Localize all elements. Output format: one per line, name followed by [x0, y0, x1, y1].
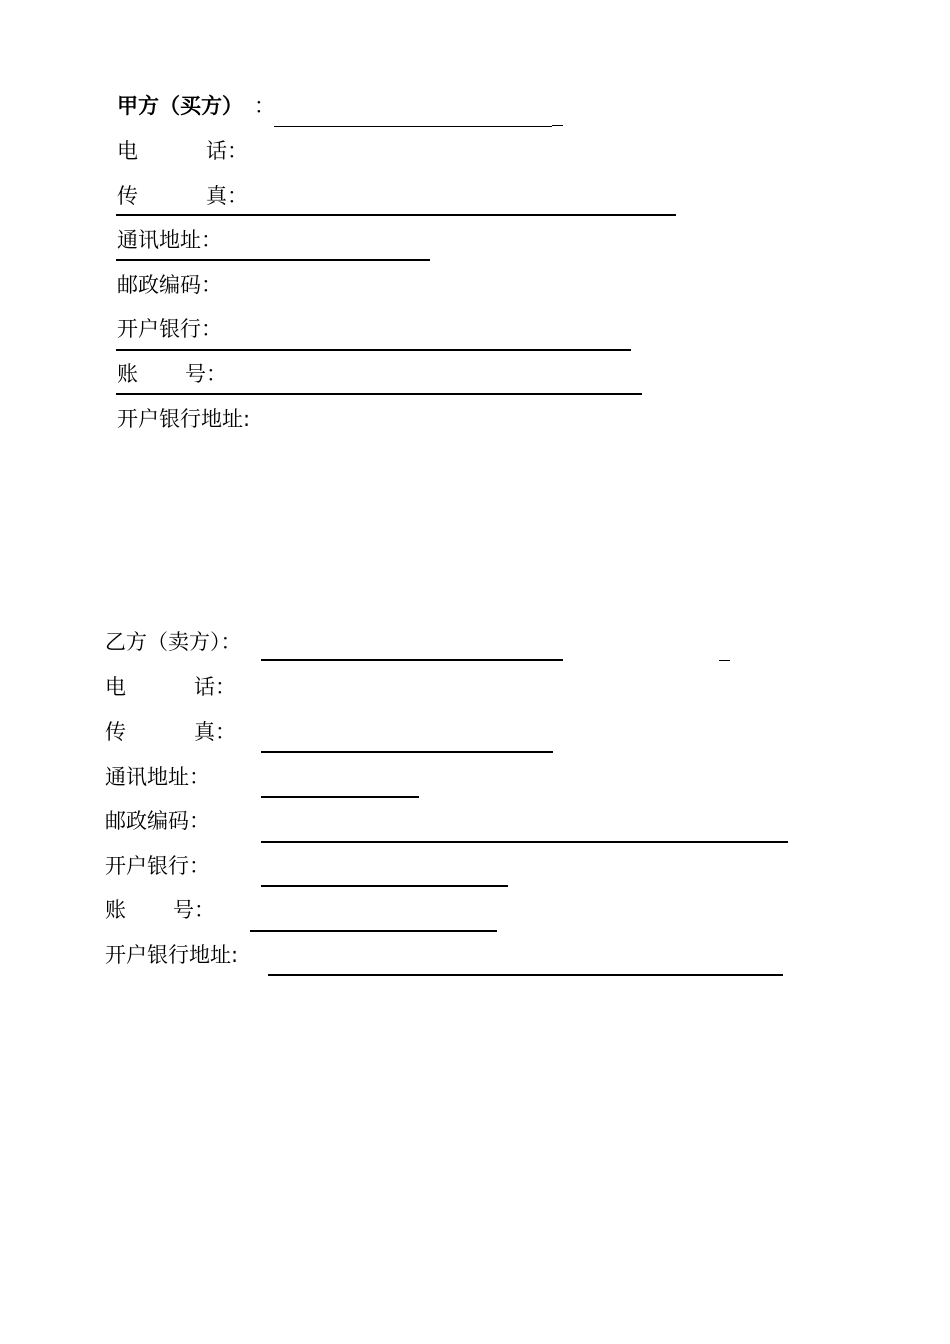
party-a-account-underline [116, 393, 642, 395]
party-a-address-label: 通讯地址： [117, 228, 222, 252]
party-b-phone-label [105, 674, 235, 700]
party-b-title: 乙方（卖方）： [105, 630, 242, 654]
party-a-fax-underline [116, 214, 676, 216]
party-b-phone-label-right: 话： [194, 675, 236, 699]
party-a-postal-label: 邮政编码： [117, 273, 222, 297]
party-a-bank-label: 开户银行： [117, 317, 222, 341]
party-a-bank-address-label: 开户银行地址: [117, 407, 251, 431]
party-b-fax-label-left: 传 [105, 720, 126, 744]
party-b-account-label-left: 账 [105, 898, 126, 922]
party-a-phone-label-left: 电 [117, 139, 138, 163]
party-b-account-underline [250, 930, 497, 932]
party-b-fax-label [105, 719, 235, 745]
party-b-bank-address-underline [268, 974, 783, 976]
party-b-bank-label: 开户银行： [105, 854, 210, 878]
party-b-bank-underline [261, 885, 508, 887]
party-b-fax-underline [261, 751, 553, 753]
party-b-bank-address-label: 开户银行地址: [105, 943, 239, 967]
party-a-name-underline [274, 126, 552, 127]
party-a-fax-label-right: 真： [206, 184, 248, 208]
party-a-account-label [117, 361, 247, 387]
party-a-name-underline-tail [552, 125, 563, 126]
party-a-title: 甲方（买方） [117, 94, 243, 118]
party-a-bank-underline [116, 349, 631, 351]
party-b-name-underline-tail [719, 660, 730, 661]
party-a-fax-label [117, 183, 247, 209]
party-a-account-label-left: 账 [117, 362, 138, 386]
party-b-address-label: 通讯地址： [105, 765, 210, 789]
party-b-address-underline [261, 796, 419, 798]
party-a-address-underline [116, 259, 430, 261]
party-b-account-label [105, 897, 235, 923]
party-b-postal-underline [261, 841, 788, 843]
party-a-fax-label-left: 传 [117, 184, 138, 208]
party-b-postal-label: 邮政编码： [105, 809, 210, 833]
party-a-title-colon: ： [254, 94, 275, 118]
party-b-fax-label-right: 真： [194, 720, 236, 744]
party-b-name-underline [261, 659, 563, 661]
party-b-account-label-right: 号： [173, 898, 215, 922]
party-a-phone-label-right: 话： [206, 139, 248, 163]
party-a-account-label-right: 号： [185, 362, 227, 386]
party-a-phone-label [117, 138, 247, 164]
party-b-phone-label-left: 电 [105, 675, 126, 699]
